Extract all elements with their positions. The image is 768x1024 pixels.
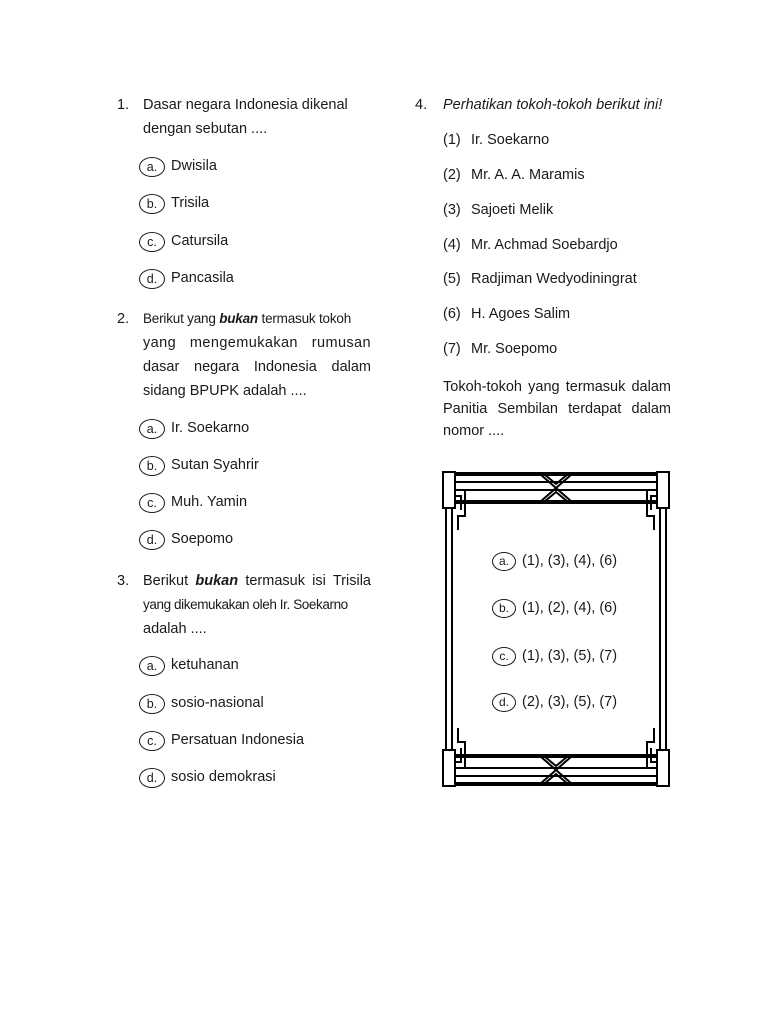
option-text: Ir. Soekarno (171, 420, 250, 436)
option-letter: a. (139, 656, 165, 676)
option-letter: b. (139, 694, 165, 714)
option-text: sosio demokrasi (171, 769, 276, 785)
item-text: Sajoeti Melik (471, 202, 554, 218)
option-text: Trisila (171, 195, 210, 211)
option-letter: b. (139, 194, 165, 214)
question-text-line (143, 311, 351, 326)
list-item (443, 202, 553, 218)
option-letter: a. (492, 552, 516, 571)
list-item (443, 167, 585, 183)
question-text-line (143, 97, 371, 113)
question-number: 3. (117, 573, 130, 589)
list-item (443, 237, 618, 253)
item-number: (4) (443, 237, 461, 253)
question-text: Dasar negara Indonesia dikenal (143, 97, 348, 113)
question-text-line (143, 573, 371, 589)
question-number: 2. (117, 311, 130, 327)
item-text: Radjiman Wedyodiningrat (471, 271, 637, 287)
option-letter: c. (139, 731, 165, 751)
question-text-line: dasar negara Indonesia dalam (143, 359, 371, 375)
option-text: Muh. Yamin (171, 494, 248, 510)
question-text-line: Panitia Sembilan terdapat dalam (443, 401, 671, 417)
option-text: Persatuan Indonesia (171, 732, 305, 748)
option-letter: a. (139, 419, 165, 439)
question-number: 4. (415, 97, 428, 113)
item-text: Mr. A. A. Maramis (471, 167, 585, 183)
list-item (443, 271, 637, 287)
question-text-line: nomor .... (443, 423, 505, 439)
question-text: termasuk tokoh (257, 311, 352, 326)
item-text: Ir. Soekarno (471, 132, 550, 148)
option-text: (1), (3), (5), (7) (522, 648, 618, 664)
item-number: (3) (443, 202, 461, 218)
item-number: (1) (443, 132, 461, 148)
option-text: Soepomo (171, 531, 234, 547)
question-text-line: adalah .... (143, 621, 207, 637)
option-letter: c. (492, 647, 516, 666)
emphasis-text: bukan (195, 573, 239, 589)
question-text-line: yang dikemukakan oleh Ir. Soekarno (143, 597, 348, 612)
item-number: (5) (443, 271, 461, 287)
question-text: termasuk isi Trisila (238, 573, 371, 589)
option-text: (2), (3), (5), (7) (522, 694, 618, 710)
option-letter: d. (139, 530, 165, 550)
question-number: 1. (117, 97, 130, 113)
option-text: Catursila (171, 233, 229, 249)
question-text-line: Tokoh-tokoh yang termasuk dalam (443, 379, 671, 395)
option-letter: d. (139, 768, 165, 788)
option-text: ketuhanan (171, 657, 239, 673)
option-letter: d. (139, 269, 165, 289)
option-text: (1), (2), (4), (6) (522, 600, 618, 616)
option-text: Dwisila (171, 158, 217, 174)
item-text: H. Agoes Salim (471, 306, 571, 322)
item-number: (6) (443, 306, 461, 322)
option-text: (1), (3), (4), (6) (522, 553, 618, 569)
question-text-line: dengan sebutan .... (143, 121, 268, 137)
emphasis-text: bukan (219, 311, 258, 326)
option-letter: a. (139, 157, 165, 177)
question-text-line: sidang BPUPK adalah .... (143, 383, 307, 399)
question-text: Berikut (143, 573, 196, 589)
item-text: Mr. Soepomo (471, 341, 558, 357)
decorative-frame (440, 466, 672, 792)
option-text: Pancasila (171, 270, 234, 286)
option-letter: c. (139, 493, 165, 513)
question-text: Berikut yang (143, 311, 220, 326)
option-letter: b. (139, 456, 165, 476)
list-item (443, 306, 570, 322)
list-item (443, 341, 557, 357)
list-item (443, 132, 549, 148)
question-text-line: yang mengemukakan rumusan (143, 335, 371, 351)
question-prompt: Perhatikan tokoh-tokoh berikut ini! (443, 97, 663, 113)
option-text: Sutan Syahrir (171, 457, 259, 473)
item-number: (2) (443, 167, 461, 183)
item-number: (7) (443, 341, 461, 357)
option-letter: b. (492, 599, 516, 618)
item-text: Mr. Achmad Soebardjo (471, 237, 618, 253)
option-text: sosio-nasional (171, 695, 264, 711)
option-letter: c. (139, 232, 165, 252)
option-letter: d. (492, 693, 516, 712)
